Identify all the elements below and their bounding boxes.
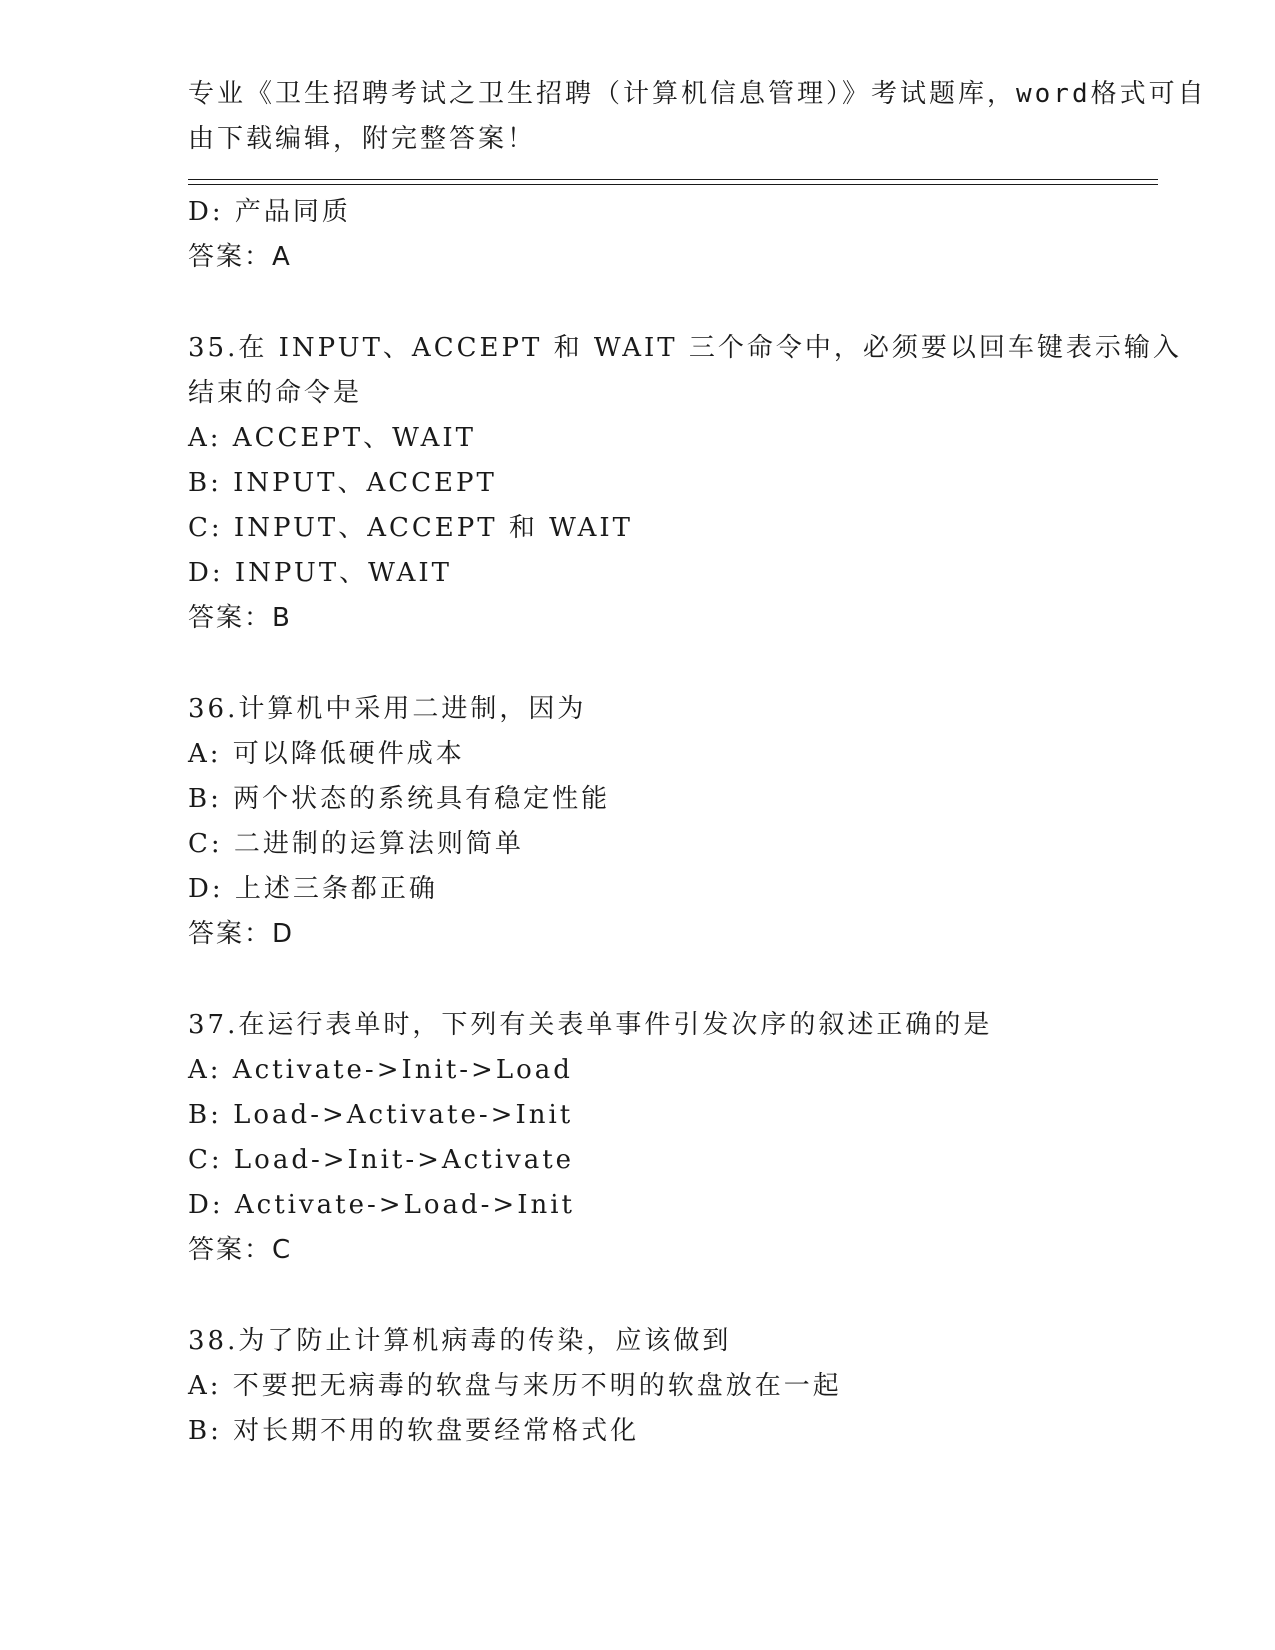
- option-c: C: Load->Init->Activate: [188, 1145, 575, 1175]
- question-stem: 结束的命令是: [188, 378, 363, 408]
- header-line-1: 专业《卫生招聘考试之卫生招聘（计算机信息管理）》考试题库，word格式可自: [188, 79, 1207, 109]
- header-line-2: 由下载编辑，附完整答案！: [188, 124, 537, 154]
- option-c: C: 二进制的运算法则简单: [188, 829, 524, 859]
- option-c: C: INPUT、ACCEPT 和 WAIT: [188, 513, 633, 543]
- carryover-option-d: D: 产品同质: [188, 197, 351, 227]
- option-b: B: 对长期不用的软盘要经常格式化: [188, 1416, 640, 1446]
- option-a: A: 不要把无病毒的软盘与来历不明的软盘放在一起: [188, 1371, 842, 1401]
- question-stem: 36.计算机中采用二进制，因为: [188, 694, 587, 724]
- question-stem: 37.在运行表单时，下列有关表单事件引发次序的叙述正确的是: [188, 1010, 993, 1040]
- question-stem: 35.在 INPUT、ACCEPT 和 WAIT 三个命令中，必须要以回车键表示输入: [188, 333, 1182, 363]
- answer: 答案：D: [188, 919, 295, 949]
- header-divider-bottom: [188, 184, 1158, 185]
- option-b: B: INPUT、ACCEPT: [188, 468, 497, 498]
- question-stem: 38.为了防止计算机病毒的传染，应该做到: [188, 1326, 732, 1356]
- option-d: D: 上述三条都正确: [188, 874, 438, 904]
- spacer: [188, 280, 1128, 326]
- option-b: B: Load->Activate->Init: [188, 1100, 574, 1130]
- question-36: [188, 687, 1128, 957]
- question-38: [188, 1319, 1128, 1454]
- carryover-answer: 答案：A: [188, 242, 292, 272]
- header-divider-top: [188, 179, 1158, 180]
- option-a: A: ACCEPT、WAIT: [188, 423, 476, 453]
- option-d: D: INPUT、WAIT: [188, 558, 452, 588]
- spacer: [188, 1273, 1128, 1319]
- option-d: D: Activate->Load->Init: [188, 1190, 575, 1220]
- answer: 答案：C: [188, 1235, 293, 1265]
- option-a: A: Activate->Init->Load: [188, 1055, 573, 1085]
- option-b: B: 两个状态的系统具有稳定性能: [188, 784, 611, 814]
- option-a: A: 可以降低硬件成本: [188, 739, 465, 769]
- spacer: [188, 641, 1128, 687]
- question-35: [188, 326, 1182, 641]
- question-list: [188, 190, 1182, 1454]
- answer: 答案：B: [188, 603, 292, 633]
- question-37: [188, 1003, 1128, 1273]
- document-header: [188, 72, 1207, 162]
- spacer: [188, 957, 1128, 1003]
